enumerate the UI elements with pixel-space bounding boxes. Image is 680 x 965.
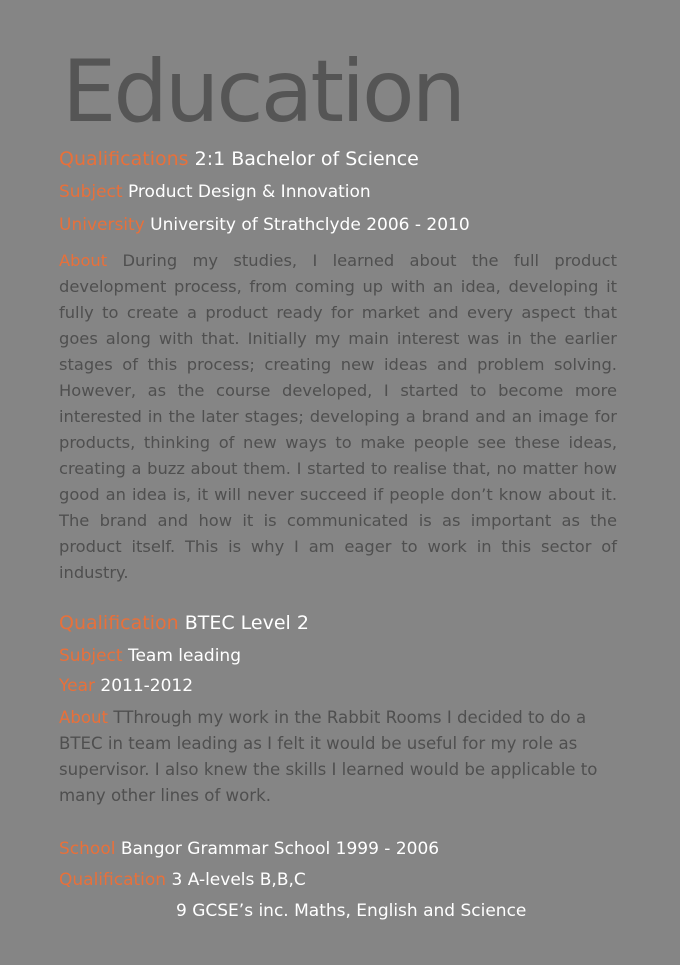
school-qualification-row-2 (176, 901, 526, 921)
degree-qualification-value: 2:1 Bachelor of Science (194, 148, 419, 170)
btec-subject-row (59, 646, 241, 666)
school-qualification-value-2: 9 GCSE’s inc. Maths, English and Science (176, 901, 527, 921)
school-label: School (59, 839, 116, 859)
btec-year-value: 2011-2012 (100, 676, 194, 696)
btec-qualification-value: BTEC Level 2 (184, 612, 309, 634)
school-row (59, 839, 439, 859)
btec-about-text: TThrough my work in the Rabbit Rooms I decided to do a BTEC in team leading as I felt it would be useful for my role as supervisor. I also knew the skills I learned would be applicable to many other lines of work. (59, 708, 598, 805)
btec-about-paragraph (59, 705, 617, 809)
school-qualification-label: Qualification (59, 870, 167, 890)
degree-about-paragraph (59, 248, 617, 586)
page-title: Education (62, 42, 464, 142)
degree-about-label: About (59, 251, 108, 270)
btec-subject-value: Team leading (127, 646, 241, 666)
btec-qualification-row (59, 612, 309, 634)
btec-qualification-label: Qualification (59, 612, 179, 634)
degree-university-row (59, 215, 470, 235)
degree-university-label: University (59, 215, 145, 235)
btec-about-label: About (59, 708, 109, 727)
degree-university-value: University of Strathclyde 2006 - 2010 (150, 215, 470, 235)
degree-qualification-row (59, 148, 419, 170)
school-qualification-row (59, 870, 306, 890)
degree-subject-row (59, 182, 371, 202)
btec-subject-label: Subject (59, 646, 123, 666)
school-value: Bangor Grammar School 1999 - 2006 (120, 839, 440, 859)
btec-year-label: Year (59, 676, 95, 696)
degree-subject-label: Subject (59, 182, 123, 202)
degree-qualification-label: Qualifications (59, 148, 189, 170)
btec-year-row (59, 676, 193, 696)
school-qualification-value-1: 3 A-levels B,B,C (171, 870, 306, 890)
degree-about-text: During my studies, I learned about the full product development process, from coming up with an idea, developing it fully to create a product ready for market and every aspect that goes along with that. Initially my main interest was in the earlier stages of this process; creating new ideas and problem solving. However, as the course developed, I started to become more interested in the later stages; developing a brand and an image for products, thinking of new ways to make people see these ideas, creating a buzz about them. I started to realise that, no matter how good an idea is, it will never succeed if people don’t know about it. The brand and how it is communicated is as important as the product itself. This is why I am eager to work in this sector of industry. (59, 251, 617, 582)
degree-subject-value: Product Design & Innovation (127, 182, 371, 202)
